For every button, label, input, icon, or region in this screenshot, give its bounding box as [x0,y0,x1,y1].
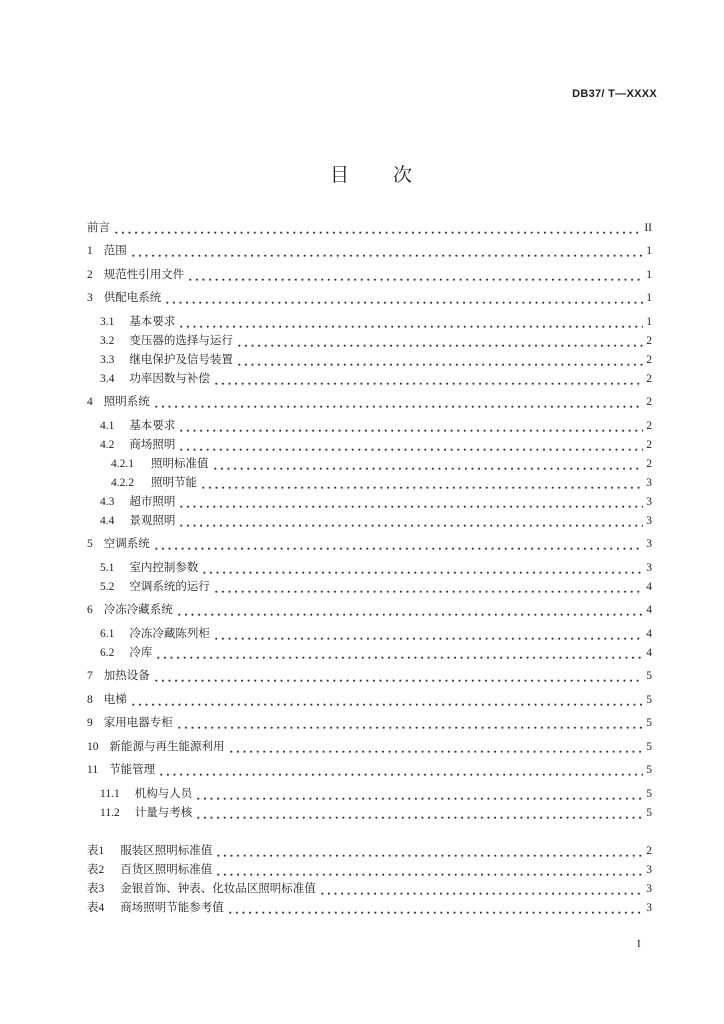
toc-entry-number: 4.2.1 [111,457,134,470]
page-number: I [637,938,641,950]
toc-entry-title: 空调系统的运行 [129,580,210,593]
toc-leader-dots [213,625,643,644]
toc-entry-number: 4.4 [100,514,115,527]
toc-leader-dots [153,667,643,686]
toc-leader-dots [113,219,641,238]
toc-entry [87,804,652,823]
toc-entry-page: 3 [646,495,652,508]
toc-entry [87,644,652,663]
toc-entry-title: 加热设备 [103,670,150,682]
toc-entry-number: 4.3 [100,495,115,508]
toc-entry-page: 2 [646,372,652,385]
toc-entry [87,512,652,531]
toc-table-entry [87,899,652,918]
toc-entry-number: 3.3 [100,353,115,366]
toc-entry-title: 超市照明 [129,495,176,508]
toc-leader-dots [158,761,643,780]
toc-leader-dots [200,474,643,493]
toc-entry-title: 空调系统 [103,538,150,550]
toc-entry [87,667,652,686]
toc-entry-page: 3 [646,514,652,527]
toc-entry [87,455,652,474]
toc-entry-title: 计量与考核 [134,806,193,819]
toc-entry [87,219,652,238]
toc-entry-number: 10 [87,740,99,753]
toc-leader-dots [215,861,643,880]
toc-entry-page: 5 [646,740,652,753]
toc-table-list [87,842,652,918]
toc-entry-page: 1 [646,292,652,304]
toc-entry [87,625,652,644]
toc-entry-number: 4.2 [100,438,115,451]
toc-entry-page: II [644,221,652,234]
toc-entry-number: 11 [87,764,99,776]
toc-entry-page: 3 [646,901,652,914]
toc-entry-title: 供配电系统 [103,292,162,304]
toc-entry-number: 11.1 [100,787,120,800]
toc-leader-dots [176,601,643,620]
document-code: DB37/ T—XXXX [572,88,657,100]
toc-leader-dots [319,880,643,899]
toc-entry [87,266,652,285]
toc-entry-page: 4 [646,627,652,640]
toc-entry-number: 表3 [87,882,105,895]
toc-entry-title: 新能源与再生能源利用 [109,740,225,753]
toc-entry [87,761,652,780]
toc-entry-page: 2 [646,457,652,470]
toc-entry-title: 商场照明 [129,438,176,451]
toc-entry-number: 6.1 [100,627,115,640]
toc-entry [87,535,652,554]
toc-entry-page: 5 [646,787,652,800]
toc-leader-dots [236,351,643,370]
toc-entry-page: 1 [646,245,652,257]
toc-entry-title: 照明节能 [151,476,197,489]
toc-entry-title: 规范性引用文件 [103,268,185,281]
toc-entry-title: 电梯 [103,693,127,706]
toc-entry-page: 2 [646,844,652,857]
toc-entry [87,474,652,493]
toc-entry [87,714,652,733]
toc-entry [87,289,652,308]
toc-entry-number: 表2 [87,863,105,876]
toc-entry-title: 家用电器专柜 [103,717,173,729]
toc-leader-dots [155,644,643,663]
toc-leader-dots [178,417,643,436]
toc-entry-page: 2 [646,438,652,451]
toc-entry-title: 照明标准值 [151,457,209,470]
toc-entry-page: 3 [646,863,652,876]
toc-entry [87,417,652,436]
toc-entry-number: 7 [87,670,93,682]
toc-entry-number: 11.2 [100,806,120,819]
toc-leader-dots [153,535,643,554]
table-of-contents [87,214,652,918]
toc-entry-title: 变压器的选择与运行 [129,334,233,347]
toc-entry-number: 3.1 [100,315,115,328]
toc-entry-number: 3.4 [100,372,115,385]
toc-leader-dots [227,899,643,918]
toc-entry-page: 1 [646,315,652,328]
toc-entry [87,242,652,261]
toc-entry-title: 商场照明节能参考值 [120,901,224,914]
toc-entry-title: 冷冻冷藏陈列柜 [129,627,210,640]
toc-entry-title: 功率因数与补偿 [129,372,210,385]
toc-leader-dots [195,785,643,804]
toc-entry-title: 室内控制参数 [129,561,199,574]
toc-entry-page: 5 [646,717,652,729]
toc-entry-number: 3.2 [100,334,115,347]
toc-entry-page: 4 [646,604,652,616]
toc-entry-page: 3 [646,882,652,895]
toc-entry-number: 表4 [87,901,105,914]
toc-entry [87,578,652,597]
toc-entry-page: 3 [646,538,652,550]
toc-entry-page: 2 [646,396,652,408]
toc-entry-number: 3 [87,292,93,304]
toc-entry [87,313,652,332]
toc-leader-dots [212,455,644,474]
toc-entry-page: 4 [646,580,652,593]
toc-leader-dots [178,313,643,332]
toc-entry-number: 表1 [87,844,105,857]
toc-entry [87,601,652,620]
toc-leader-dots [176,714,643,733]
toc-entry-title: 服装区照明标准值 [120,844,213,857]
toc-leader-dots [187,266,643,285]
toc-leader-dots [215,842,643,861]
toc-entry-title: 照明系统 [103,396,150,408]
toc-entry-title: 基本要求 [129,315,176,328]
toc-entry [87,370,652,389]
toc-table-entry [87,880,652,899]
toc-entry-title: 范围 [103,245,127,257]
toc-entry-number: 8 [87,693,93,706]
toc-entry [87,332,652,351]
toc-entry-number: 4.1 [100,419,115,432]
toc-entry-title: 冷冻冷藏系统 [103,604,173,616]
toc-entry-number: 6.2 [100,646,115,659]
toc-entry-page: 2 [646,334,652,347]
toc-entry-number: 6 [87,604,93,616]
toc-entry-title: 继电保护及信号装置 [129,353,233,366]
toc-entry-number: 5 [87,538,93,550]
toc-entry-title: 冷库 [129,646,153,659]
toc-entry [87,691,652,710]
toc-leader-dots [130,242,643,261]
toc-entry-title: 金银首饰、钟表、化妆品区照明标准值 [120,882,316,895]
toc-entry-page: 5 [646,806,652,819]
toc-entry-number: 4.2.2 [111,476,134,489]
toc-leader-dots [195,804,643,823]
toc-entry-page: 2 [646,353,652,366]
toc-entry-number: 4 [87,396,93,408]
toc-entry-title: 景观照明 [129,514,176,527]
toc-entry-page: 5 [646,764,652,776]
toc-entry [87,493,652,512]
toc-section-list [87,219,652,823]
toc-entry-number: 5.1 [100,561,115,574]
toc-leader-dots [178,436,643,455]
toc-entry-page: 2 [646,419,652,432]
toc-leader-dots [201,559,643,578]
toc-entry-page: 3 [646,476,652,489]
page-title: 目次 [330,165,457,186]
toc-leader-dots [130,691,643,710]
toc-entry-title: 基本要求 [129,419,176,432]
toc-entry-page: 1 [646,268,652,281]
toc-leader-dots [228,738,644,757]
toc-entry [87,436,652,455]
toc-entry-number: 2 [87,268,93,281]
toc-table-entry [87,842,652,861]
toc-entry [87,559,652,578]
toc-entry-title: 百货区照明标准值 [120,863,213,876]
toc-leader-dots [213,578,643,597]
toc-table-entry [87,861,652,880]
toc-entry-number: 9 [87,717,93,729]
toc-entry-title: 节能管理 [109,764,156,776]
toc-entry-number: 5.2 [100,580,115,593]
toc-entry [87,785,652,804]
toc-leader-dots [153,393,643,412]
toc-entry-page: 5 [646,670,652,682]
toc-entry-title: 前言 [87,221,110,234]
toc-entry [87,393,652,412]
toc-entry-title: 机构与人员 [134,787,193,800]
toc-entry-page: 5 [646,693,652,706]
toc-entry-page: 3 [646,561,652,574]
toc-entry [87,738,652,757]
toc-leader-dots [178,493,643,512]
toc-entry-page: 4 [646,646,652,659]
toc-leader-dots [164,289,643,308]
toc-leader-dots [213,370,643,389]
toc-leader-dots [236,332,643,351]
toc-entry-number: 1 [87,245,93,257]
toc-entry [87,351,652,370]
toc-leader-dots [178,512,643,531]
